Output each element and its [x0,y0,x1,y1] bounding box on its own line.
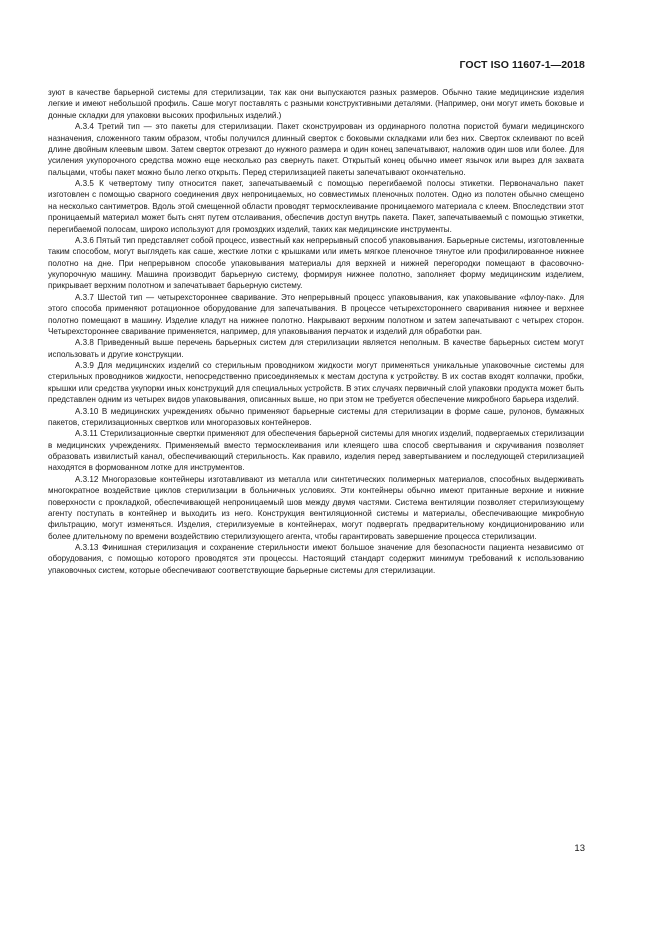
page-number: 13 [574,843,585,854]
paragraph-a-3-6: А.3.6 Пятый тип представляет собой процесс, известный как непрерывный способ упаковывания. Барьерные системы, изготовленные таким способом, могут выглядеть как саше, жесткие лотки с крышками или иметь мягкое пленочное тянутое или профилированное нижнее полотно на дне. При непрерывном способе упаковывания материалы для верхней и нижней перегородки помещают в фасовочно-укупорочную машину. Машина производит барьерную систему, формируя нижнее полотно, заполняет форму медицинским изделием, прикрывает верхним полотном и запечатывает барьерную систему. [48,235,584,291]
paragraph-continuation: зуют в качестве барьерной системы для стерилизации, так как они выпускаются разных размеров. Обычно такие медицинские изделия легкие и имеют небольшой профиль. Саше могут поставлять с разными конструктивными деталями. (Например, они могут иметь боковые и донные складки для упаковки высоких профильных изделий.) [48,88,584,120]
paragraph-a-3-5: А.3.5 К четвертому типу относится пакет, запечатываемый с помощью перегибаемой полосы этикетки. Первоначально пакет изготовлен с помощью сварного соединения двух непроницаемых, но совместимых пленочных полотен. Одно из полотен обычно смещено на несколько сантиметров. Вдоль этой смещенной области проводят термосклеивание проницаемого материала с клеем. Впоследствии этот проницаемый материал может быть снят путем отслаивания, обеспечив доступ внутрь пакета. Пакет, запечатываемый с помощью этикетки, перегибаемой полосам, широко используют для громоздких изделий, таких как медицинские инструменты. [48,179,584,234]
paragraph-a-3-12: А.3.12 Многоразовые контейнеры изготавливают из металла или синтетических полимерных материалов, способных выдерживать многократное воздействие циклов стерилизации в больничных условиях. Эти контейнеры обычно имеют пританные верхние и нижние поверхности с прокладкой, обеспечивающей непроницаемый шов между двумя частями. Система вентиляции позволяет стерилизующему агенту поступать в контейнер и выходить из него. Конструкция вентиляционной системы и материалы, обеспечивающие микробную фильтрацию, могут изменяться. Изделия, стерилизуемые в контейнерах, могут подвергать предварительному кондиционированию или более длительному по времени воздействию стерилизующего агента, чтобы гарантировать завершение процесса стерилизации. [48,474,584,541]
paragraph-a-3-8: А.3.8 Приведенный выше перечень барьерных систем для стерилизации является неполным. В качестве барьерных систем могут использовать и другие конструкции. [48,338,584,359]
paragraph-a-3-11: А.3.11 Стерилизационные свертки применяют для обеспечения барьерной системы для многих изделий, подвергаемых стерилизации в медицинских учреждениях. Применяемый вместо термосклеивания или клеящего шва способ свертывания и скручивания позволяет образовать извилистый канал, обеспечивающий стерильность. Как правило, изделия перед завертыванием и последующей стерилизацией находятся в формованном лотке для инструментов. [48,429,584,473]
paragraph-a-3-10: А.3.10 В медицинских учреждениях обычно применяют барьерные системы для стерилизации в форме саше, рулонов, бумажных пакетов, стерилизационных свертков или многоразовых контейнеров. [48,406,584,427]
paragraph-a-3-13: А.3.13 Финишная стерилизация и сохранение стерильности имеют большое значение для безопасности пациента независимо от оборудования, с помощью которого проводятся эти процессы. Настоящий стандарт содержит минимум требований к использованию упаковочных систем, которые обеспечивают соответствующие барьерные системы для стерилизации. [48,543,584,575]
document-body [48,87,584,576]
paragraph-a-3-9: А.3.9 Для медицинских изделий со стерильным проводником жидкости могут применяться уникальные упаковочные системы для стерильных проводников жидкости, непосредственно присоединяемых к местам доступа к устройству. В их состав входят колпачки, пробки, крышки или средства укупорки иных конструкций для специальных устройств. В этих случаях первичный слой упаковки продукта может быть представлен одним из четырех видов упаковывания, описанных выше, но при этом не требуется обеспечение микробного барьера изделий. [48,361,584,405]
paragraph-a-3-4: А.3.4 Третий тип — это пакеты для стерилизации. Пакет сконструирован из ординарного полотна пористой бумаги медицинского назначения, сложенного таким образом, чтобы получился длинный сверток с боковыми складками или без них. Сверток склеивают по всей длине двойным клеевым швом. Затем сверток отрезают до нужного размера и один конец запечатывают, наложив один шов или более. Для усиления укупорочного средства можно еще несколько раз свернуть пакет. Открытый конец обычно имеет язычок или вырез для захвата пальцами, чтобы пакет можно было легко открыть. Перед стерилизацией пакеты запечатывают окончательно. [48,122,584,177]
standard-header: ГОСТ ISO 11607-1—2018 [459,59,585,71]
paragraph-a-3-7: А.3.7 Шестой тип — четырехстороннее сваривание. Это непрерывный процесс упаковывания, как упаковывание «флоу-пак». Для этого способа применяют ротационное оборудование для запечатывания. В процессе четырехстороннего сваривания нижнее и верхнее полотно помещают в машину. Изделие кладут на нижнее полотно. Накрывают верхним полотном и затем запечатывают с четырех сторон. Четырехстороннее сваривание применяется, например, для упаковывания перчаток и изделий для обработки ран. [48,292,584,336]
